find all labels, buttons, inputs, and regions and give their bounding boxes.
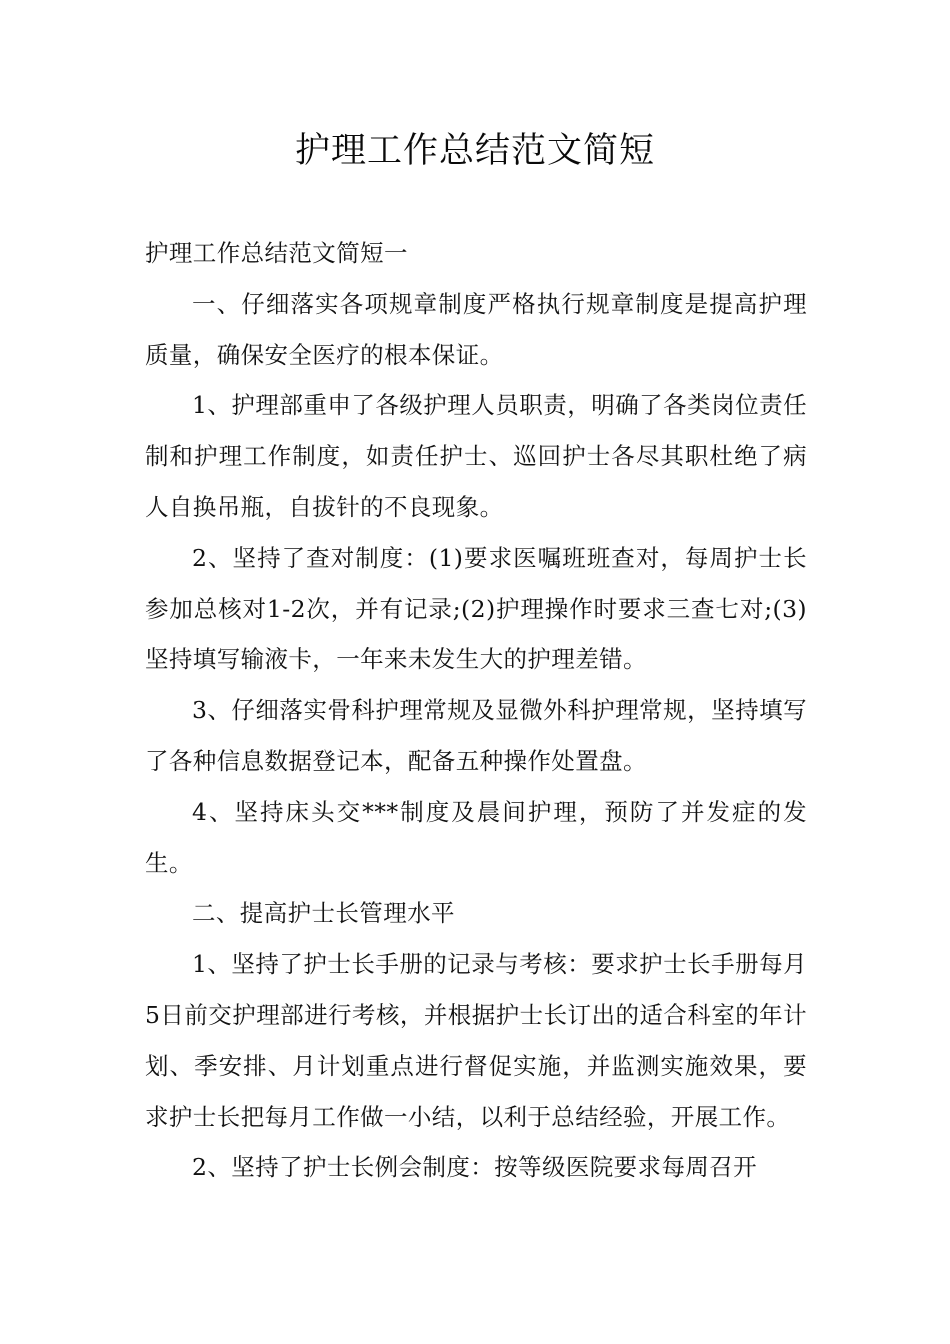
- paragraph: 二、提高护士长管理水平: [192, 899, 455, 928]
- section-heading: 护理工作总结范文简短一: [145, 239, 408, 267]
- document-title: 护理工作总结范文简短: [294, 131, 655, 171]
- paragraph: 2、坚持了护士长例会制度：按等级医院要求每周召开: [192, 1153, 758, 1182]
- paragraph: 4、坚持床头交***制度及晨间护理，预防了并发症的发生。: [145, 797, 807, 877]
- paragraph: 3、仔细落实骨科护理常规及显微外科护理常规，坚持填写了各种信息数据登记本，配备五种操作处置盘。: [145, 696, 807, 775]
- document-body: [145, 228, 807, 1193]
- paragraph: 1、坚持了护士长手册的记录与考核：要求护士长手册每月5日前交护理部进行考核，并根据护士长订出的适合科室的年计划、季安排、月计划重点进行督促实施，并监测实施效果，要求护士长把每月工作做一小结，以利于总结经验，开展工作。: [145, 950, 807, 1131]
- paragraph: 一、仔细落实各项规章制度严格执行规章制度是提高护理质量，确保安全医疗的根本保证。: [145, 289, 807, 369]
- paragraph: 1、护理部重申了各级护理人员职责，明确了各类岗位责任制和护理工作制度，如责任护士、巡回护士各尽其职杜绝了病人自换吊瓶，自拔针的不良现象。: [145, 391, 807, 521]
- paragraph: 2、坚持了查对制度：(1)要求医嘱班班查对，每周护士长参加总核对1-2次，并有记录;(2)护理操作时要求三查七对;(3)坚持填写输液卡，一年来未发生大的护理差错。: [145, 543, 807, 674]
